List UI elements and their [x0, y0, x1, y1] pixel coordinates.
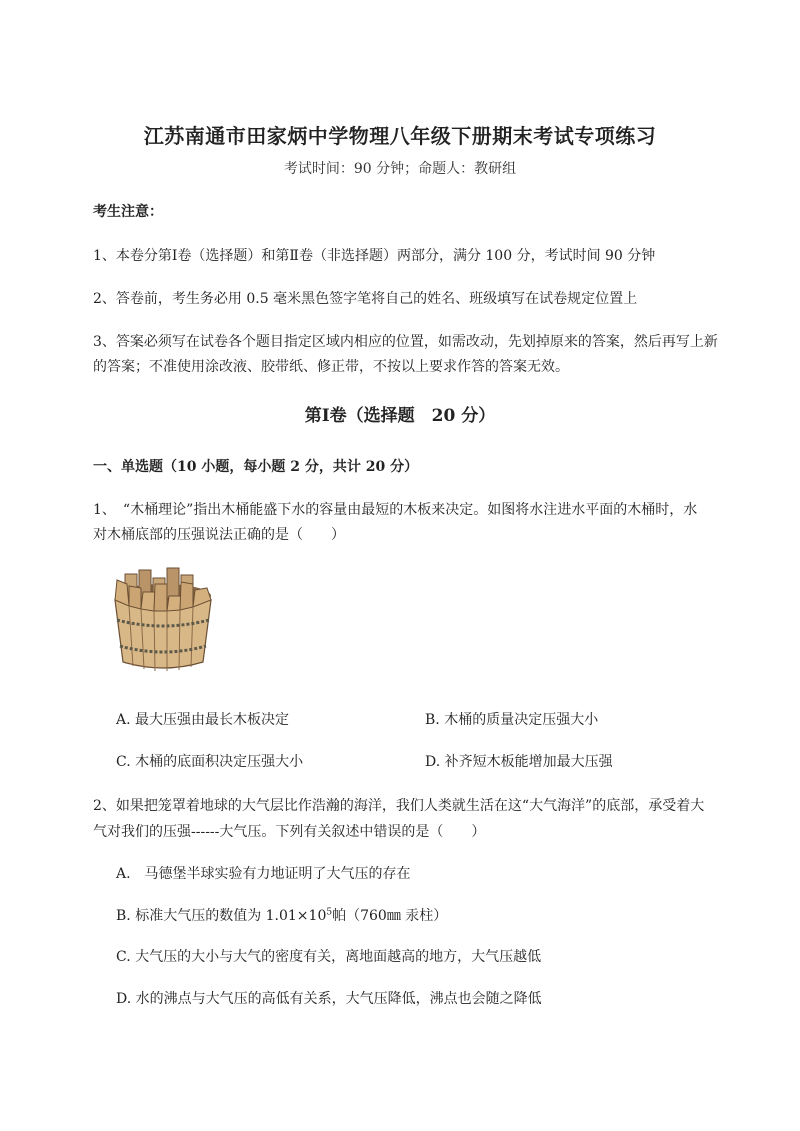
wooden-bucket-image	[107, 566, 219, 674]
q2-option-b-exponent: 5	[326, 907, 333, 918]
section-title: 第Ⅰ卷（选择题 20 分）	[304, 406, 496, 426]
q2-option-a[interactable]: A. 马德堡半球实验有力地证明了大气压的存在	[116, 866, 411, 882]
q1-stem-line1: 1、 “木桶理论”指出木桶能盛下水的容量由最短的木板来决定。如图将水注进水平面的木桶时，水	[93, 502, 698, 518]
part-heading: 一、单选题（10 小题，每小题 2 分，共计 20 分）	[93, 459, 419, 475]
q2-option-b-unit: 帕（760㎜ 汞柱）	[332, 908, 448, 924]
notice-item-3-line2: 的答案；不准使用涂改液、胶带纸、修正带，不按以上要求作答的答案无效。	[93, 359, 569, 375]
q2-option-b-text: B. 标准大气压的数值为 1.01×10	[116, 908, 327, 924]
exam-subtitle: 考试时间：90 分钟；命题人：教研组	[283, 161, 517, 177]
q2-option-c[interactable]: C. 大气压的大小与大气的密度有关，离地面越高的地方，大气压越低	[116, 949, 542, 965]
q2-option-b[interactable]	[116, 905, 447, 925]
notice-item-2: 2、答卷前，考生务必用 0.5 毫米黑色签字笔将自己的姓名、班级填写在试卷规定位置上	[93, 291, 638, 307]
q1-option-b[interactable]: B. 木桶的质量决定压强大小	[425, 712, 599, 728]
exam-title: 江苏南通市田家炳中学物理八年级下册期末考试专项练习	[143, 124, 657, 148]
notice-item-1: 1、本卷分第Ⅰ卷（选择题）和第Ⅱ卷（非选择题）两部分，满分 100 分，考试时间 90 分钟	[93, 248, 656, 264]
q2-stem-line2: 气对我们的压强------大气压。下列有关叙述中错误的是（ ）	[93, 824, 486, 840]
q1-option-c[interactable]: C. 木桶的底面积决定压强大小	[116, 754, 304, 770]
q1-stem-line2: 对木桶底部的压强说法正确的是（ ）	[93, 527, 345, 543]
q1-option-a[interactable]: A. 最大压强由最长木板决定	[116, 712, 290, 728]
notice-heading: 考生注意：	[93, 204, 163, 220]
q2-option-d[interactable]: D. 水的沸点与大气压的高低有关系，大气压降低，沸点也会随之降低	[116, 991, 542, 1007]
q2-stem-line1: 2、如果把笼罩着地球的大气层比作浩瀚的海洋，我们人类就生活在这“大气海洋”的底部，承受着大	[93, 798, 705, 814]
q1-option-d[interactable]: D. 补齐短木板能增加最大压强	[425, 754, 613, 770]
notice-item-3-line1: 3、答案必须写在试卷各个题目指定区域内相应的位置，如需改动，先划掉原来的答案，然后再写上新	[93, 334, 718, 350]
